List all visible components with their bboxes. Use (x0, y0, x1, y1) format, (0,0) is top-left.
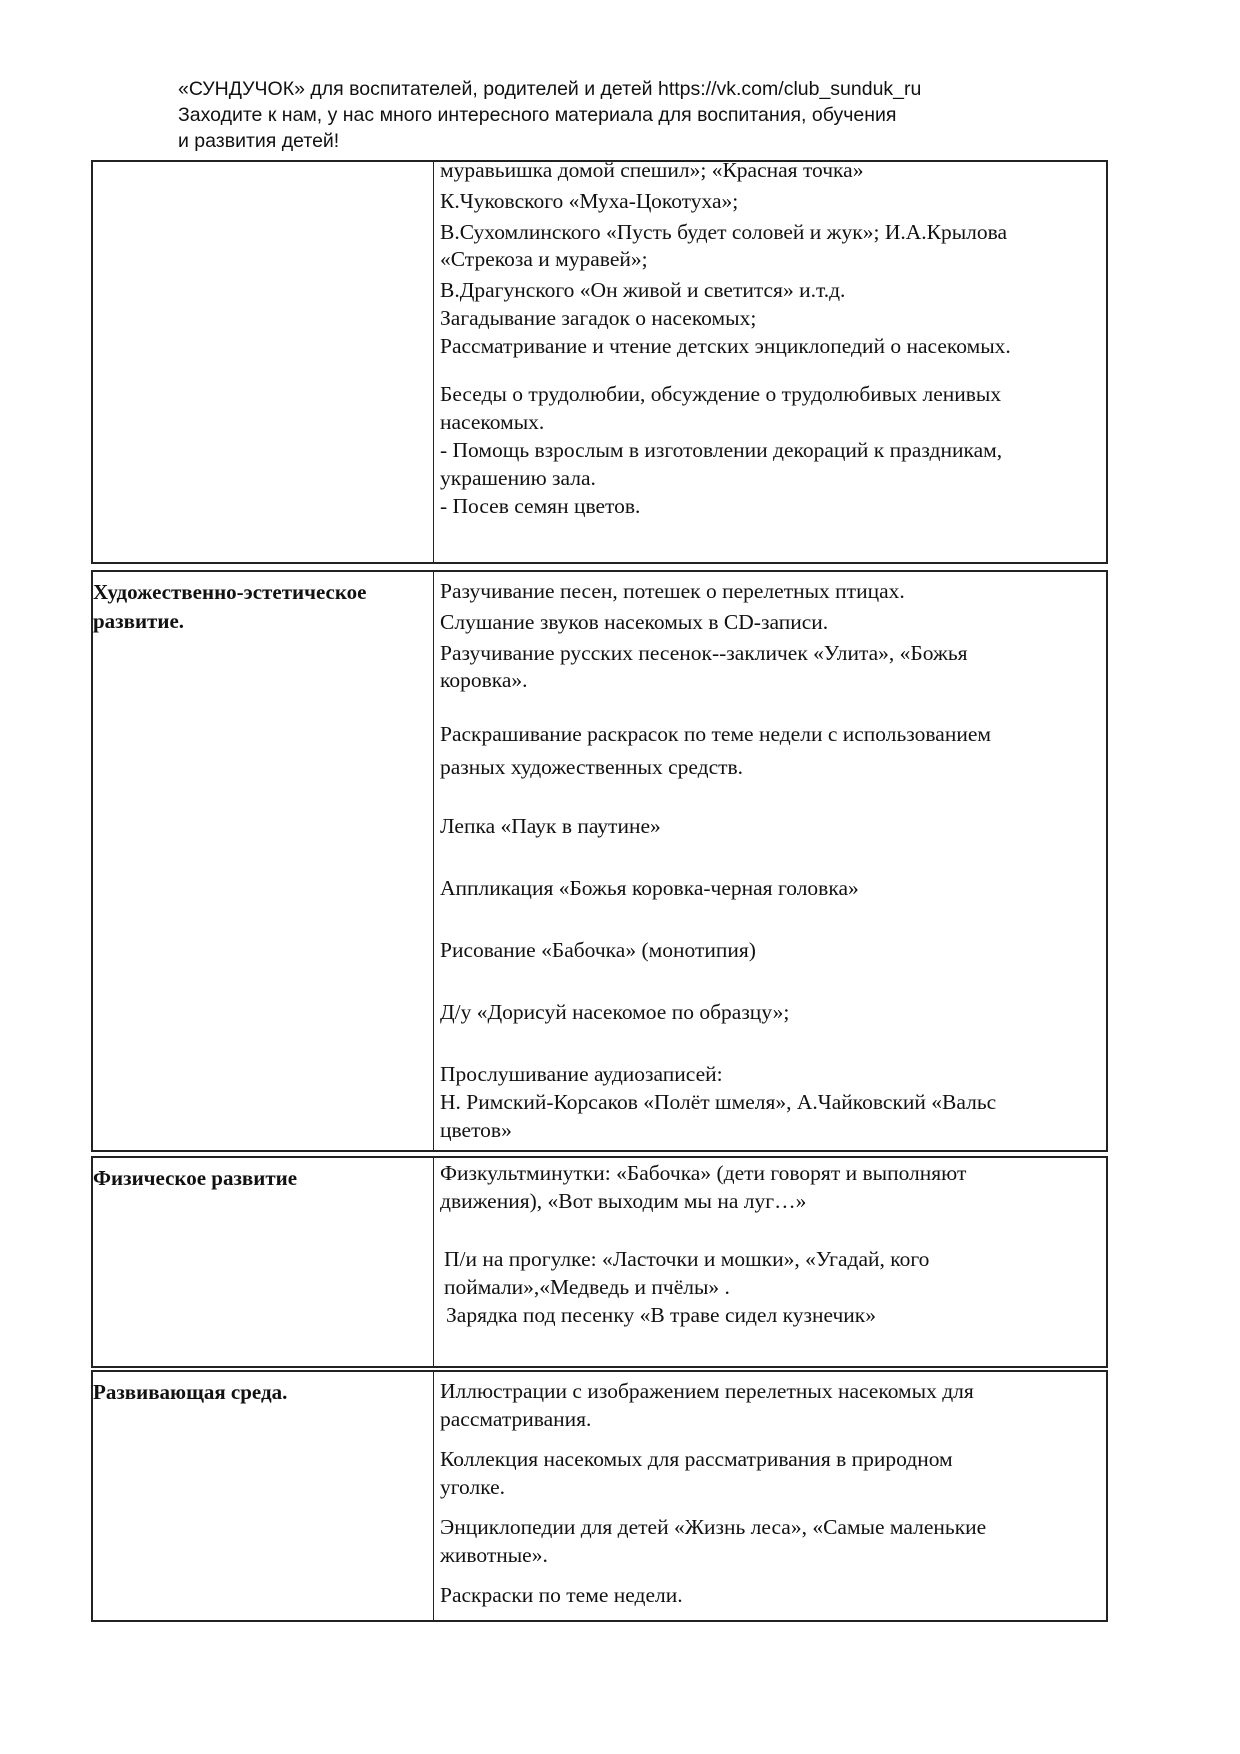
row-2-line-11: Прослушивание аудиозаписей: (440, 1062, 723, 1086)
row-3-label: Физическое развитие (93, 1166, 298, 1190)
header-line-1: «СУНДУЧОК» для воспитателей, родителей и детей https://vk.com/club_sunduk_ru (178, 78, 922, 100)
row-2-label-line-1: Художественно-эстетическое (93, 580, 367, 604)
table-row-2 (91, 570, 1108, 1152)
row-2-content-cell (436, 572, 1106, 1150)
row-1-line-1: муравьишка домой спешил»; «Красная точка» (440, 158, 864, 182)
header-line-2: Заходите к нам, у нас много интересного материала для воспитания, обучения (178, 104, 897, 126)
row-2-label-cell (93, 572, 434, 1150)
row-4-line-4: уголке. (440, 1475, 506, 1499)
row-1-line-2: К.Чуковского «Муха-Цокотуха»; (440, 189, 739, 213)
row-1-content-cell (436, 158, 1106, 562)
table-row-1 (91, 160, 1108, 564)
row-4-line-5: Энциклопедии для детей «Жизнь леса», «Самые маленькие (440, 1515, 987, 1539)
row-2-line-3: Разучивание русских песенок--закличек «Улита», «Божья (440, 641, 968, 665)
row-4-label-cell (93, 1372, 434, 1620)
row-2-line-6: разных художественных средств. (440, 755, 744, 779)
row-1-line-12: - Посев семян цветов. (440, 494, 641, 518)
row-1-line-10: - Помощь взрослым в изготовлении декораций к праздникам, (440, 438, 1003, 462)
row-4-line-7: Раскраски по теме недели. (440, 1583, 683, 1607)
row-1-line-4: «Стрекоза и муравей»; (440, 247, 648, 271)
row-1-line-7: Рассматривание и чтение детских энциклопедий о насекомых. (440, 334, 1011, 358)
row-3-line-2: движения), «Вот выходим мы на луг…» (440, 1189, 807, 1213)
row-2-line-12: Н. Римский-Корсаков «Полёт шмеля», А.Чайковский «Вальс (440, 1090, 997, 1114)
row-2-line-7: Лепка «Паук в паутине» (440, 814, 661, 838)
page-header (178, 76, 1078, 154)
table-row-4 (91, 1370, 1108, 1622)
row-4-label: Развивающая среда. (93, 1380, 288, 1404)
row-4-line-1: Иллюстрации с изображением перелетных насекомых для (440, 1379, 974, 1403)
row-3-line-1: Физкультминутки: «Бабочка» (дети говорят и выполняют (440, 1161, 967, 1185)
row-2-line-10: Д/у «Дорисуй насекомое по образцу»; (440, 1000, 790, 1024)
row-4-content-cell (436, 1372, 1106, 1620)
row-1-line-5: В.Драгунского «Он живой и светится» и.т.д. (440, 278, 846, 302)
row-3-label-cell (93, 1158, 434, 1366)
row-2-line-2: Слушание звуков насекомых в CD-записи. (440, 610, 829, 634)
row-1-line-8: Беседы о трудолюбии, обсуждение о трудолюбивых ленивых (440, 382, 1002, 406)
row-3-line-5: Зарядка под песенку «В траве сидел кузнечик» (446, 1303, 876, 1327)
row-2-line-1: Разучивание песен, потешек о перелетных птицах. (440, 579, 905, 603)
row-1-line-6: Загадывание загадок о насекомых; (440, 306, 757, 330)
row-2-line-4: коровка». (440, 668, 528, 692)
row-2-line-9: Рисование «Бабочка» (монотипия) (440, 938, 756, 962)
table-row-3 (91, 1156, 1108, 1368)
row-1-line-3: В.Сухомлинского «Пусть будет соловей и жук»; И.А.Крылова (440, 220, 1008, 244)
row-2-label-line-2: развитие. (93, 609, 185, 633)
row-3-line-3: П/и на прогулке: «Ласточки и мошки», «Угадай, кого (444, 1247, 930, 1271)
header-line-3: и развития детей! (178, 130, 340, 152)
row-1-line-11: украшению зала. (440, 466, 596, 490)
row-4-line-2: рассматривания. (440, 1407, 592, 1431)
row-2-line-5: Раскрашивание раскрасок по теме недели с использованием (440, 722, 991, 746)
row-1-label-cell (93, 162, 434, 562)
row-2-line-8: Аппликация «Божья коровка-черная головка» (440, 876, 859, 900)
row-3-content-cell (436, 1158, 1106, 1366)
row-3-line-4: поймали»,«Медведь и пчёлы» . (444, 1275, 730, 1299)
row-2-line-13: цветов» (440, 1118, 512, 1142)
row-4-line-6: животные». (440, 1543, 548, 1567)
row-1-line-9: насекомых. (440, 410, 545, 434)
row-4-line-3: Коллекция насекомых для рассматривания в природном (440, 1447, 953, 1471)
